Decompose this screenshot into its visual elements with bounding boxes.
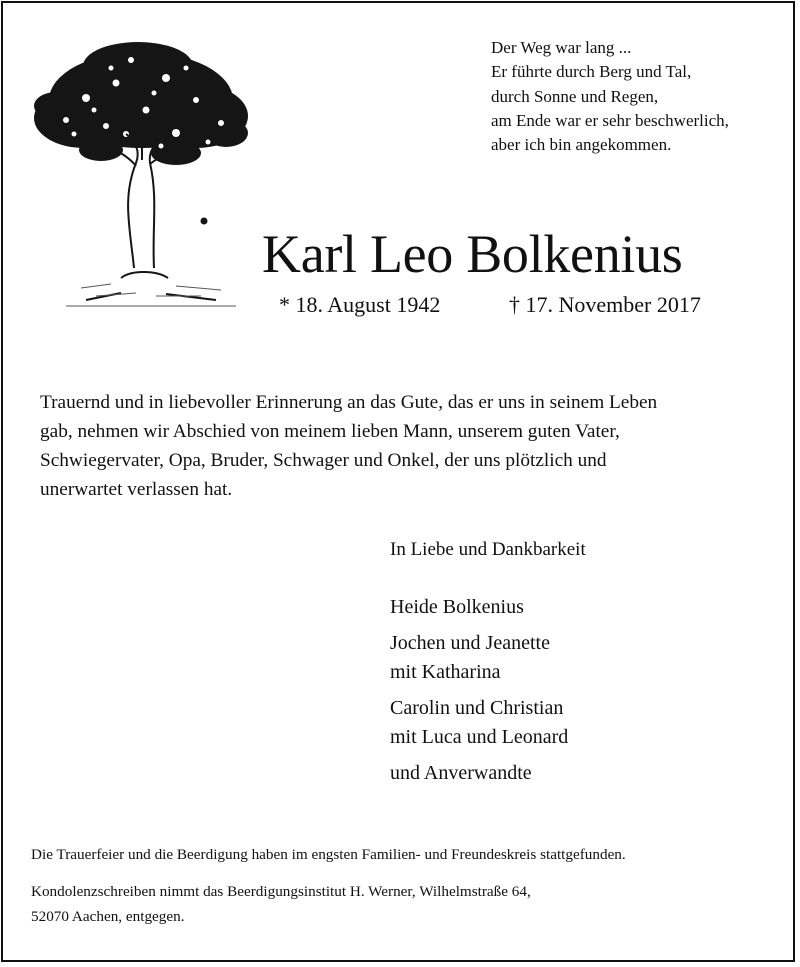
family-line: Carolin und Christian [390,697,564,719]
obituary-message [40,388,772,504]
message-line: Schwiegervater, Opa, Bruder, Schwager und Onkel, der uns plötzlich und [40,450,607,471]
family-line: mit Luca und Leonard [390,726,569,748]
poem-line: durch Sonne und Regen, [491,86,659,106]
poem-line: aber ich bin angekommen. [491,135,672,155]
family-line: mit Katharina [390,661,501,683]
poem-line: Er führte durch Berg und Tal, [491,62,692,82]
family-line: Jochen und Jeanette [390,632,550,654]
condolence-line: 52070 Aachen, entgegen. [31,908,185,925]
death-date: † 17. November 2017 [509,292,701,317]
deceased-name: Karl Leo Bolkenius [262,224,683,284]
tree-icon [26,38,256,310]
condolence-line: Kondolenzschreiben nimmt das Beerdigungsinstitut H. Werner, Wilhelmstraße 64, [31,883,531,900]
family-entry [390,629,568,687]
condolence-notice [31,879,531,929]
family-entry [390,759,568,788]
family-list [390,593,568,795]
message-line: Trauernd und in liebevoller Erinnerung an das Gute, das er uns in seinem Leben [40,392,658,413]
message-line: gab, nehmen wir Abschied von meinem lieben Mann, unserem guten Vater, [40,421,620,442]
poem-line: Der Weg war lang ... [491,38,632,57]
message-line: unerwartet verlassen hat. [40,479,233,500]
birth-date: * 18. August 1942 [279,292,441,317]
poem-line: am Ende war er sehr beschwerlich, [491,110,729,130]
fruit-icon [201,218,208,225]
family-entry [390,593,568,622]
family-entry [390,694,568,752]
family-line: und Anverwandte [390,762,532,784]
closing-phrase: In Liebe und Dankbarkeit [390,539,586,560]
poem [491,36,729,157]
family-line: Heide Bolkenius [390,596,524,618]
ceremony-notice: Die Trauerfeier und die Beerdigung haben im engsten Familien- und Freundeskreis stattgefunden. [31,846,626,863]
